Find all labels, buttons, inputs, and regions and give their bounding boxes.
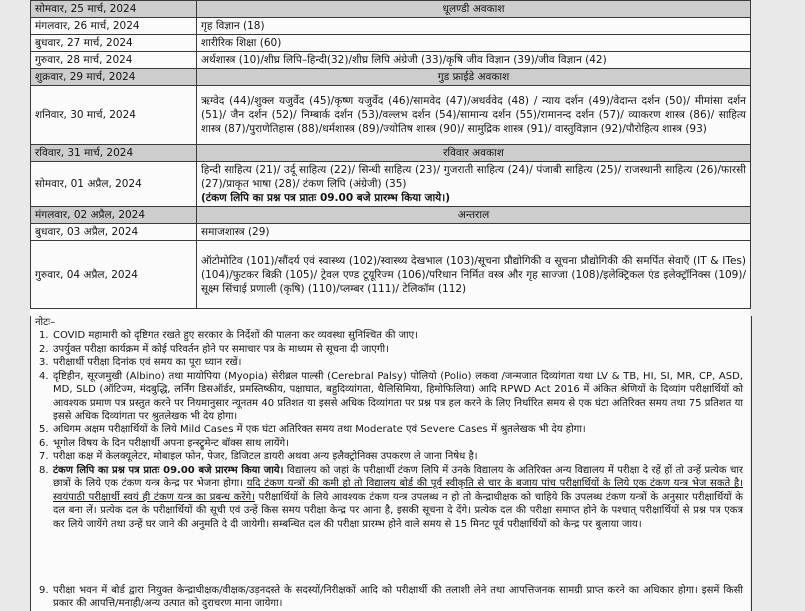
exam-date: बुधवार, 27 मार्च, 2024 <box>31 35 197 52</box>
subjects-text: रविवार अवकाश <box>443 147 504 159</box>
note-item <box>39 356 743 369</box>
exam-date: रविवार, 31 मार्च, 2024 <box>31 145 197 162</box>
note-item <box>39 370 743 424</box>
exam-date: सोमवार, 25 मार्च, 2024 <box>31 1 197 18</box>
subjects-text: ऑटोमोटिव (101)/सौंदर्य एवं स्वास्थ्य (102)/स्वास्थ्य देखभाल (103)/सूचना प्रौद्योगिकी व सूचना प्रौद्योगिकी की समर्पित सेवाएँ (IT & ITes)(104)/फुटकर बिक्री (105)/ ट्रेवल एण्ड टूयूरिज्म (106)/परिधान निर्मित वस्त्र और गृह साज्जा (108)/इलेक्ट्रिकल एंड इलेक्ट्रॉनिक्स (109)/सूक्ष्म सिंचाई प्रणाली (कृषि) (110)/प्लम्बर (111)/ टेलिकॉम (112) <box>201 254 746 295</box>
exam-subjects <box>197 224 751 241</box>
schedule-row <box>31 35 751 52</box>
exam-subjects <box>197 1 751 18</box>
subjects-text: गृह विज्ञान (18) <box>201 20 265 32</box>
exam-date: शनिवार, 30 मार्च, 2024 <box>31 86 197 145</box>
note-number: 1. <box>39 330 49 341</box>
note-item <box>39 450 743 463</box>
subjects-text: गुड फ्राईडे अवकाश <box>437 71 510 83</box>
exam-subjects <box>197 52 751 69</box>
note-number: 6. <box>39 438 49 449</box>
exam-subjects <box>197 18 751 35</box>
note-lead: टंकण लिपि का प्रश्न पत्र प्रातः 09.00 बजे प्रारम्भ किया जाये। <box>53 465 284 476</box>
exam-subjects <box>197 86 751 145</box>
note-text: उपर्युक्त परीक्षा कार्यक्रम में कोई परिवर्तन होने पर समाचार पत्र के माध्यम से सूचना दी जाएगी। <box>53 344 389 355</box>
exam-date: गुरुवार, 04 अप्रैल, 2024 <box>31 241 197 309</box>
notes-section <box>30 316 752 611</box>
schedule-row <box>31 18 751 35</box>
schedule-row <box>31 145 751 162</box>
schedule-row <box>31 207 751 224</box>
note-item <box>39 464 743 531</box>
exam-subjects <box>197 35 751 52</box>
subjects-text: धूलण्डी अवकाश <box>442 3 505 15</box>
note-text: परीक्षा भवन में बोर्ड द्वारा नियुक्त केन्द्राधीक्षक/वीक्षक/उड़नदस्ते के सदस्यों/निरीक्षकों आदि को परीक्षार्थी की तलाशी लेने तथा आपत्तिजनक सामग्री प्राप्त करने का अधिकार होगा। इसमें किसी प्रकार की आपत्ति/मनाही/अन्य उत्पात को दुराचरण माना जायेगा। <box>53 585 743 610</box>
note-continued: परीक्षार्थियों के लिये आवश्यक टंकण यन्त्र उपलब्ध न हो तो केन्द्राधीक्षक को चाहिये कि उपलब्ध टंकण यन्त्रों के अनुसार परीक्षार्थियों के दल बना लें। प्रत्येक दल के परीक्षार्थियों की सूची एवं उन्हें किस समय परीक्षा केन्द्र पर आना है, इसकी सूचना दे देंगे। प्रत्येक दल की परीक्षा समाप्त होने के पश्चात् परीक्षार्थियों से प्रश्न पत्र एकत्र कर लिये जायेंगे तथा उन्हें घर जाने की अनुमति दे दी जायेगी। सम्बन्धित दल की परीक्षा प्रारम्भ होने वाले समय से 15 मिनट पूर्व परीक्षार्थियों को केन्द्र पर बुलाया जाय। <box>53 491 743 530</box>
note-text: परीक्षार्थी परीक्षा दिनांक एवं समय का पूरा ध्यान रखें। <box>53 357 242 368</box>
exam-date: मंगलवार, 02 अप्रैल, 2024 <box>31 207 197 224</box>
note-number: 2. <box>39 344 49 355</box>
exam-date: बुधवार, 03 अप्रैल, 2024 <box>31 224 197 241</box>
subjects-text: हिन्दी साहित्य (21)/ उर्दू साहित्य (22)/ सिन्धी साहित्य (23)/ गुजराती साहित्य (24)/ पंजाबी साहित्य (25)/ राजस्थानी साहित्य (26)/फारसी (27)/प्राकृत भाषा (28)/ टंकण लिपि (अंग्रेजी) (35) <box>201 164 746 190</box>
notes-heading: नोटः– <box>35 317 56 328</box>
subjects-text: शारीरिक शिक्षा (60) <box>201 37 282 49</box>
note-number: 8. <box>39 465 49 476</box>
schedule-row <box>31 1 751 18</box>
schedule-row <box>31 69 751 86</box>
note-text: COVID महामारी को दृष्टिगत रखते हुए सरकार के निर्देशों की पालना कर व्यवस्था सुनिश्चित की जाए। <box>53 330 418 341</box>
note-text: अधिगम अक्षम परीक्षार्थियों के लिये Mild Cases में एक घंटा अतिरिक्त समय तथा Moderate एवं Severe Cases में श्रुतलेखक भी देय होगा। <box>53 424 586 435</box>
note-item <box>39 437 743 450</box>
exam-subjects <box>197 69 751 86</box>
note-item <box>39 423 743 436</box>
note-text: दृष्टिहीन, सूरजमुखी (Albino) तथा मायोपिया (Myopia) सेरीब्रल पाल्सी (Cerebral Palsy) पोलियो (Polio) लकवा /जन्मजात दिव्यांगता यथा LV & TB, HI, SI, MR, CP, ASD, MD, SLD (ऑटिज्म, मंदबुद्धि, लर्निंग डिसऑर्डर, प्रमस्तिष्कीय, पक्षाघात, बहुदिव्यांगता, थैलिसिमिया, हिमोफिलिया) आदि RPWD Act 2016 में अंकित श्रेणियों के दिव्यांग परीक्षार्थियों को आवश्यक प्रमाण पत्र प्रस्तुत करने पर नियमानुसार न्यूनतम 40 प्रतिशत या इससे अधिक दिव्यांगता पर प्रश्न पत्र हल करने के लिए निर्धारित समय से एक घंटा अतिरिक्त समय तथा 75 प्रतिशत या इससे अधिक दिव्यांगता पर श्रुतलेखक भी देय होगा। <box>53 371 743 423</box>
subjects-text: अर्थशास्त्र (10)/शीघ्र लिपि–हिन्दी(32)/शीघ्र लिपि अंग्रेजी (33)/कृषि जीव विज्ञान (39)/जीव विज्ञान (42) <box>201 54 607 66</box>
schedule-page <box>30 0 750 611</box>
exam-schedule-body <box>31 1 751 309</box>
note-text: विद्यालय को जहां के परीक्षार्थी टंकण लिपि में उनके विद्यालय के अतिरिक्त अन्य विद्यालय में परीक्षा दे रहें हों तो उन्हें प्रत्येक चार छात्रों के लिये एक टंकण यन्त्र केन्द्र पर भेजना होगा। <box>53 465 743 490</box>
note-item <box>39 343 743 356</box>
schedule-row <box>31 241 751 309</box>
note-item <box>39 584 743 611</box>
note-number: 7. <box>39 451 49 462</box>
note-number: 5. <box>39 424 49 435</box>
schedule-row <box>31 162 751 207</box>
note-number: 3. <box>39 357 49 368</box>
exam-date: गुरुवार, 28 मार्च, 2024 <box>31 52 197 69</box>
subjects-text: अन्तराल <box>457 209 490 221</box>
note-item <box>39 329 743 342</box>
schedule-row <box>31 224 751 241</box>
note-text: भूगोल विषय के दिन परीक्षार्थी अपना इन्स्ट्रूमेन्ट बॉक्स साथ लायेंगे। <box>53 438 289 449</box>
exam-subjects <box>197 207 751 224</box>
subjects-text: समाजशास्त्र (29) <box>201 226 270 238</box>
note-number: 9. <box>39 585 49 596</box>
exam-date: मंगलवार, 26 मार्च, 2024 <box>31 18 197 35</box>
schedule-row <box>31 52 751 69</box>
exam-subjects <box>197 241 751 309</box>
subjects-text: ऋग्वेद (44)/शुक्ल यजुर्वेद (45)/कृष्ण यजुर्वेद (46)/सामवेद (47)/अथर्ववेद (48) / न्याय दर्शन (49)/वेदान्त दर्शन (50)/ मीमांसा दर्शन (51)/ जैन दर्शन (52)/ निम्बार्क दर्शन (53)/वल्लभ दर्शन (54)/सामान्य दर्शन (55)/रामानन्द दर्शन (57)/ व्याकरण शास्त्र (86)/ साहित्य शास्त्र (87)/पुराणेतिहास (88)/धर्मशास्त्र (89)/ज्योतिष शास्त्र (90)/ सामुद्रिक शास्त्र (91)/ वास्तुविज्ञान (92)/पौरोहित्य शास्त्र (93) <box>201 95 746 135</box>
typing-paper-timing-note: (टंकण लिपि का प्रश्न पत्र प्रातः 09.00 बजे प्रारम्भ किया जाये।) <box>201 192 451 204</box>
exam-date: शुक्रवार, 29 मार्च, 2024 <box>31 69 197 86</box>
note-text: परीक्षा कक्ष में केलक्यूलेटर, मोबाइल फोन, पेजर, डिजिटल डायरी अथवा अन्य इलैक्ट्रोनिक्स उपकरण ले जाना निषेध है। <box>53 451 478 462</box>
exam-schedule-table <box>30 0 751 309</box>
exam-subjects <box>197 145 751 162</box>
exam-subjects <box>197 162 751 207</box>
schedule-row <box>31 86 751 145</box>
note-underlined: यदि टंकण यन्त्रों की कमी हो तो विद्यालय बोर्ड की पूर्व स्वीकृति से चार के बजाय पांच परीक्षार्थियों के लिये एक टंकण यन्त्र भेज सकते है। स्वयंपाठी परीक्षार्थी स्वयं ही टंकण यन्त्र का प्रबन्ध करेंगे। <box>53 478 743 503</box>
note-number: 4. <box>39 371 49 382</box>
exam-date: सोमवार, 01 अप्रैल, 2024 <box>31 162 197 207</box>
